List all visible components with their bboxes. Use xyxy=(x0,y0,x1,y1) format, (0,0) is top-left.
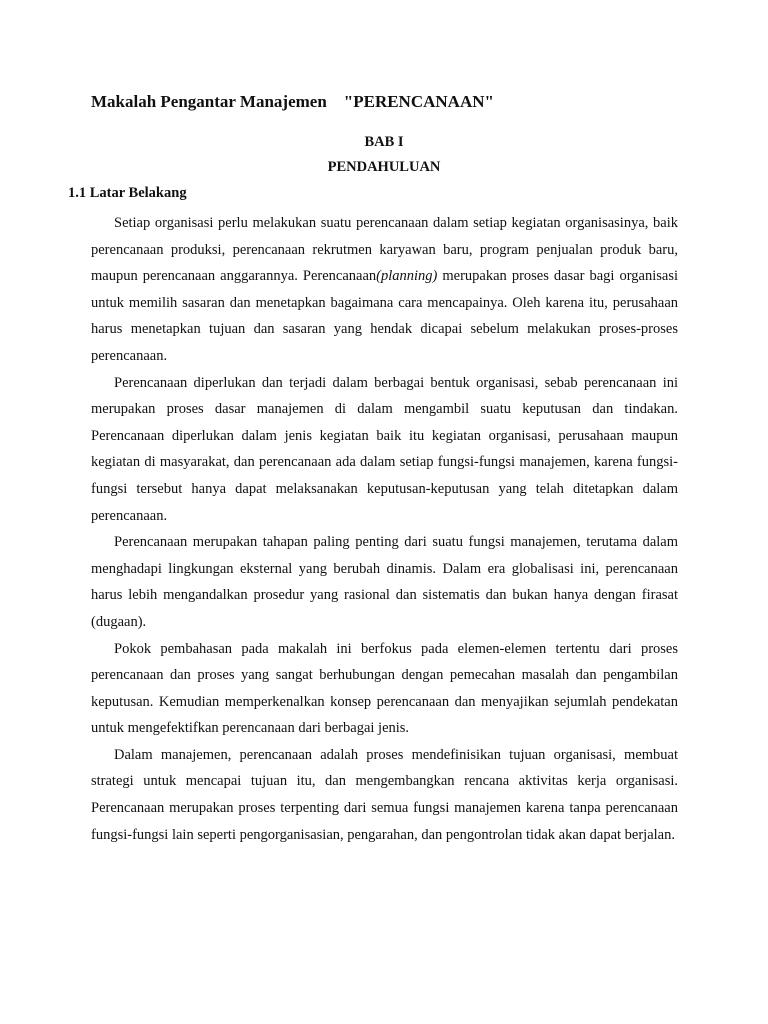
document-body xyxy=(91,210,678,848)
chapter-number: BAB I xyxy=(364,134,404,150)
emphasized-term: (planning) xyxy=(376,268,438,285)
paragraph: Perencanaan diperlukan dan terjadi dalam berbagai bentuk organisasi, sebab perencanaan ini merupakan proses dasar manajemen di dalam mengambil suatu keputusan dan tindakan. Perencanaan diperlukan dalam jenis kegiatan baik itu kegiatan organisasi, perusahaan maupun kegiatan di masyarakat, dan perencanaan ada dalam setiap fungsi-fungsi manajemen, karena fungsi-fungsi tersebut hanya dapat melaksanakan keputusan-keputusan yang telah ditetapkan dalam perencanaan. xyxy=(91,374,678,524)
paragraph: Perencanaan merupakan tahapan paling penting dari suatu fungsi manajemen, terutama dalam menghadapi lingkungan eksternal yang berubah dinamis. Dalam era globalisasi ini, perencanaan harus lebih mengandalkan prosedur yang rasional dan sistematis dan bukan hanya dengan firasat (dugaan). xyxy=(91,534,678,630)
section-heading: 1.1 Latar Belakang xyxy=(68,185,187,201)
paragraph: Dalam manajemen, perencanaan adalah proses mendefinisikan tujuan organisasi, membuat strategi untuk mencapai tujuan itu, dan mengembangkan rencana aktivitas kerja organisasi. Perencanaan merupakan proses terpenting dari semua fungsi manajemen karena tanpa perencanaan fungsi-fungsi lain seperti pengorganisasian, pengarahan, dan pengontrolan tidak akan dapat berjalan. xyxy=(91,746,678,843)
document-title: Makalah Pengantar Manajemen "PERENCANAAN" xyxy=(91,92,494,111)
paragraph: Pokok pembahasan pada makalah ini berfokus pada elemen-elemen tertentu dari proses perencanaan dan proses yang sangat berhubungan dengan pemecahan masalah dan pengambilan keputusan. Kemudian memperkenalkan konsep perencanaan dan menyajikan sejumlah pendekatan untuk mengefektifkan perencanaan dari berbagai jenis. xyxy=(91,640,678,737)
paragraph xyxy=(91,210,678,370)
paragraph-text: Setiap organisasi perlu melakukan suatu perencanaan dalam setiap kegiatan organisasinya, baik perencanaan produksi, perencanaan rekrutmen karyawan baru, program penjualan produk baru, maupun perencanaan anggarannya. Perencanaan xyxy=(91,215,678,285)
paragraph-text: merupakan proses dasar bagi organisasi untuk memilih sasaran dan menetapkan bagaimana cara mencapainya. Oleh karena itu, perusahaan harus menetapkan tujuan dan sasaran yang hendak dicapai sebelum melakukan proses-proses perencanaan. xyxy=(91,268,678,364)
chapter-title: PENDAHULUAN xyxy=(327,159,441,175)
